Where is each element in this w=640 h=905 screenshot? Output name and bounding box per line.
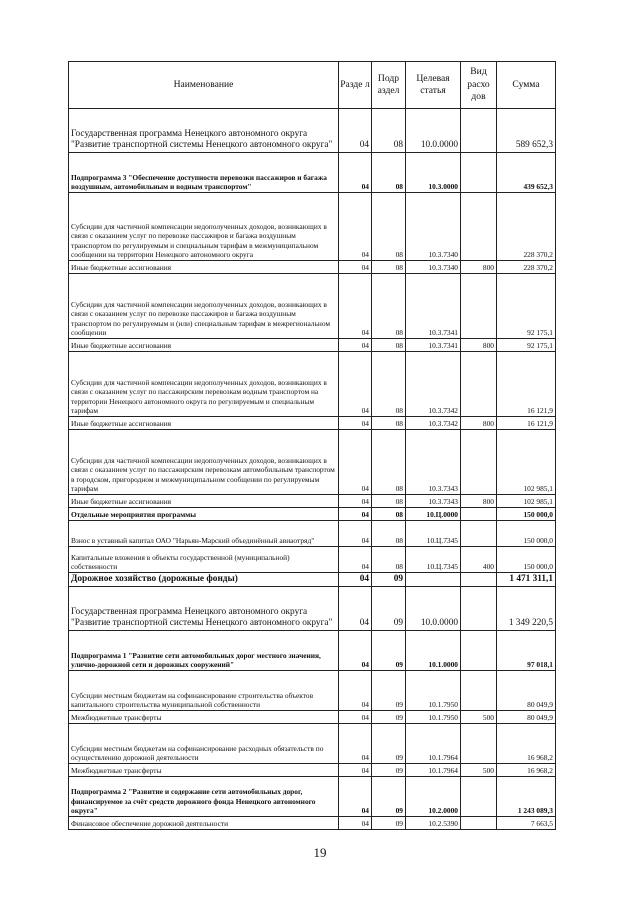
table-row [69, 109, 556, 153]
table-row [69, 430, 556, 495]
row-name: Отдельные мероприятия программы [69, 508, 339, 521]
row-subsection: 09 [372, 764, 406, 777]
table-row [69, 274, 556, 339]
page-number: 19 [313, 845, 327, 860]
row-target: 10.1.7964 [406, 764, 461, 777]
row-subsection: 08 [372, 430, 406, 495]
table-row [69, 764, 556, 777]
row-sum: 150 000,0 [497, 521, 556, 547]
row-section: 04 [339, 777, 372, 817]
header-expense-type: Вид расхо дов [461, 62, 497, 109]
row-name: Иные бюджетные ассигнования [69, 261, 339, 274]
row-section: 04 [339, 352, 372, 417]
header-section: Разде л [339, 62, 372, 109]
row-subsection: 08 [372, 261, 406, 274]
row-expense-type [461, 587, 497, 631]
row-subsection: 08 [372, 508, 406, 521]
row-target: 10.3.7342 [406, 417, 461, 430]
row-name: Государственная программа Ненецкого автономного округа "Развитие транспортной системы Ненецкого автономного округа" [69, 587, 339, 631]
row-sum: 16 968,2 [497, 764, 556, 777]
row-subsection: 08 [372, 193, 406, 261]
row-sum: 16 968,2 [497, 724, 556, 764]
row-sum: 97 018,1 [497, 631, 556, 671]
row-section: 04 [339, 153, 372, 193]
row-sum: 1 349 220,5 [497, 587, 556, 631]
row-section: 04 [339, 817, 372, 830]
row-subsection: 08 [372, 547, 406, 573]
table-row [69, 495, 556, 508]
row-expense-type [461, 193, 497, 261]
row-subsection: 09 [372, 587, 406, 631]
row-expense-type [461, 153, 497, 193]
row-subsection: 09 [372, 724, 406, 764]
table-row [69, 711, 556, 724]
row-subsection: 09 [372, 711, 406, 724]
row-name: Субсидии для частичной компенсации недополученных доходов, возникающих в связи с оказанием услуг по перевозке пассажиров и багажа воздушным транспортом по регулируемым и (или) специальным тарифам в межрегиональном сообщении [69, 274, 339, 339]
row-expense-type [461, 671, 497, 711]
row-sum: 589 652,3 [497, 109, 556, 153]
row-target: 10.0.0000 [406, 109, 461, 153]
row-subsection: 09 [372, 631, 406, 671]
row-name: Государственная программа Ненецкого автономного округа "Развитие транспортной системы Ненецкого автономного округа" [69, 109, 339, 153]
row-sum: 228 370,2 [497, 193, 556, 261]
row-expense-type: 400 [461, 547, 497, 573]
row-expense-type [461, 508, 497, 521]
row-expense-type: 500 [461, 711, 497, 724]
row-expense-type [461, 521, 497, 547]
row-section: 04 [339, 261, 372, 274]
row-name: Подпрограмма 1 "Развитие сети автомобильных дорог местного значения, улично-дорожной сети и дорожных сооружений" [69, 631, 339, 671]
row-name: Взнос в уставный капитал ОАО "Нарьян-Марский объединённый авиаотряд" [69, 521, 339, 547]
row-sum: 92 175,1 [497, 339, 556, 352]
row-sum: 7 663,5 [497, 817, 556, 830]
row-sum: 16 121,9 [497, 352, 556, 417]
row-target: 10.2.5390 [406, 817, 461, 830]
row-section: 04 [339, 521, 372, 547]
row-subsection: 09 [372, 777, 406, 817]
row-section: 04 [339, 573, 372, 587]
row-expense-type [461, 109, 497, 153]
row-name: Иные бюджетные ассигнования [69, 339, 339, 352]
table-row [69, 817, 556, 830]
row-name: Подпрограмма 2 "Развитие и содержание сети автомобильных дорог, финансируемое за счёт средств дорожного фонда Ненецкого автономного округа" [69, 777, 339, 817]
row-name: Субсидии для частичной компенсации недополученных доходов, возникающих в связи с оказанием услуг по перевозке пассажиров и багажа воздушным транспортом по регулируемым и специальным тарифам в межмуниципальном сообщении на территории Ненецкого автономного округа [69, 193, 339, 261]
row-target: 10.Ц.0000 [406, 508, 461, 521]
row-subsection: 08 [372, 109, 406, 153]
row-subsection: 09 [372, 573, 406, 587]
row-target: 10.3.7343 [406, 495, 461, 508]
row-section: 04 [339, 339, 372, 352]
row-expense-type: 800 [461, 417, 497, 430]
row-target [406, 573, 461, 587]
row-target: 10.0.0000 [406, 587, 461, 631]
row-sum: 1 471 311,1 [497, 573, 556, 587]
row-target: 10.2.0000 [406, 777, 461, 817]
row-section: 04 [339, 724, 372, 764]
row-subsection: 09 [372, 671, 406, 711]
row-target: 10.3.7342 [406, 352, 461, 417]
row-name: Финансовое обеспечение дорожной деятельности [69, 817, 339, 830]
row-name: Межбюджетные трансферты [69, 764, 339, 777]
row-expense-type [461, 274, 497, 339]
header-name: Наименование [69, 62, 339, 109]
row-target: 10.3.7341 [406, 339, 461, 352]
row-name: Дорожное хозяйство (дорожные фонды) [69, 573, 339, 587]
row-sum: 16 121,9 [497, 417, 556, 430]
header-sum: Сумма [497, 62, 556, 109]
table-row [69, 417, 556, 430]
table-row [69, 261, 556, 274]
row-target: 10.1.7964 [406, 724, 461, 764]
row-sum: 102 985,1 [497, 430, 556, 495]
row-expense-type: 500 [461, 764, 497, 777]
table-body [69, 109, 556, 830]
row-sum: 150 000,0 [497, 508, 556, 521]
row-subsection: 08 [372, 274, 406, 339]
table-row [69, 508, 556, 521]
table-row [69, 352, 556, 417]
row-expense-type [461, 631, 497, 671]
row-subsection: 08 [372, 153, 406, 193]
row-expense-type [461, 573, 497, 587]
row-subsection: 09 [372, 817, 406, 830]
table-row [69, 777, 556, 817]
row-name: Подпрограмма 3 "Обеспечение доступности перевозки пассажиров и багажа воздушным, автомобильным и водным транспортом" [69, 153, 339, 193]
row-section: 04 [339, 193, 372, 261]
row-name: Субсидии местным бюджетам на софинансирование строительства объектов капитального строительства муниципальной собственности [69, 671, 339, 711]
row-section: 04 [339, 508, 372, 521]
row-sum: 150 000,0 [497, 547, 556, 573]
row-section: 04 [339, 417, 372, 430]
row-section: 04 [339, 764, 372, 777]
table-row [69, 631, 556, 671]
row-expense-type [461, 777, 497, 817]
row-section: 04 [339, 109, 372, 153]
row-section: 04 [339, 587, 372, 631]
row-sum: 439 652,3 [497, 153, 556, 193]
row-section: 04 [339, 495, 372, 508]
row-sum: 80 049,9 [497, 711, 556, 724]
row-target: 10.3.7343 [406, 430, 461, 495]
row-name: Субсидии для частичной компенсации недополученных доходов, возникающих в связи с оказанием услуг по пассажирским перевозкам водным транспортом на территории Ненецкого автономного округа по регулируемым и специальным тарифам [69, 352, 339, 417]
row-section: 04 [339, 274, 372, 339]
row-expense-type: 800 [461, 261, 497, 274]
table-row [69, 573, 556, 587]
row-sum: 102 985,1 [497, 495, 556, 508]
row-sum: 1 243 089,3 [497, 777, 556, 817]
row-name: Субсидии местным бюджетам на софинансирование расходных обязательств по осуществлению дорожной деятельности [69, 724, 339, 764]
header-subsection: Подр аздел [372, 62, 406, 109]
table-row [69, 521, 556, 547]
table-row [69, 153, 556, 193]
row-subsection: 08 [372, 352, 406, 417]
row-sum: 228 370,2 [497, 261, 556, 274]
row-expense-type [461, 430, 497, 495]
table-header-row [69, 62, 556, 109]
row-name: Иные бюджетные ассигнования [69, 495, 339, 508]
row-target: 10.1.7950 [406, 711, 461, 724]
row-target: 10.3.7340 [406, 193, 461, 261]
row-section: 04 [339, 547, 372, 573]
header-target: Целевая статья [406, 62, 461, 109]
row-section: 04 [339, 711, 372, 724]
row-name: Капитальные вложения в объекты государственной (муниципальной) собственности [69, 547, 339, 573]
row-sum: 80 049,9 [497, 671, 556, 711]
row-sum: 92 175,1 [497, 274, 556, 339]
row-subsection: 08 [372, 417, 406, 430]
table-row [69, 724, 556, 764]
table-row [69, 193, 556, 261]
row-name: Межбюджетные трансферты [69, 711, 339, 724]
row-subsection: 08 [372, 339, 406, 352]
row-target: 10.3.7341 [406, 274, 461, 339]
row-expense-type [461, 817, 497, 830]
row-section: 04 [339, 671, 372, 711]
row-expense-type [461, 724, 497, 764]
table-row [69, 547, 556, 573]
row-target: 10.Ц.7345 [406, 521, 461, 547]
row-expense-type: 800 [461, 495, 497, 508]
row-name: Субсидии для частичной компенсации недополученных доходов, возникающих в связи с оказанием услуг по пассажирским перевозкам автомобильным транспортом в городском, пригородном и межмуниципальном сообщении по регулируемым тарифам [69, 430, 339, 495]
row-target: 10.3.7340 [406, 261, 461, 274]
row-target: 10.3.0000 [406, 153, 461, 193]
row-expense-type: 800 [461, 339, 497, 352]
row-subsection: 08 [372, 495, 406, 508]
row-target: 10.1.0000 [406, 631, 461, 671]
budget-table [68, 61, 556, 830]
table-row [69, 587, 556, 631]
table-row [69, 339, 556, 352]
row-name: Иные бюджетные ассигнования [69, 417, 339, 430]
row-target: 10.1.7950 [406, 671, 461, 711]
row-section: 04 [339, 631, 372, 671]
table-row [69, 671, 556, 711]
row-target: 10.Ц.7345 [406, 547, 461, 573]
row-section: 04 [339, 430, 372, 495]
row-subsection: 08 [372, 521, 406, 547]
row-expense-type [461, 352, 497, 417]
